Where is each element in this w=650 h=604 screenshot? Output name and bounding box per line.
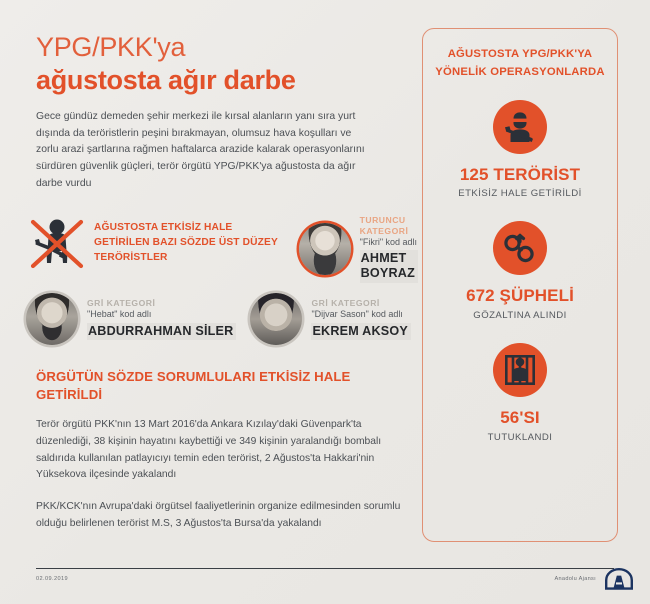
statistics-panel xyxy=(422,28,618,542)
footer-date: 02.09.2019 xyxy=(36,576,68,582)
portrait-photo xyxy=(26,293,78,345)
person-card-abdurrahman-siler xyxy=(26,293,236,345)
stat-caption: TUTUKLANDI xyxy=(487,431,553,443)
stat-number: 125 TERÖRİST xyxy=(459,164,581,184)
wanted-section-heading: AĞUSTOSTA ETKİSİZ HALE GETİRİLEN BAZI SÖZDE ÜST DÜZEY TERÖRİSTLER xyxy=(94,222,278,263)
code-name-label: "Hebat" kod adlı xyxy=(87,309,152,320)
wanted-row-top xyxy=(26,215,418,283)
code-name-label: "Dijvar Sason" kod adlı xyxy=(311,309,403,320)
stat-item-arrested xyxy=(423,343,617,443)
stat-caption: GÖZALTINA ALINDI xyxy=(473,310,567,322)
person-card-text xyxy=(360,215,418,283)
footer-agency-name: Anadolu Ajansı xyxy=(554,576,596,582)
avatar-ekrem-aksoy xyxy=(250,293,302,345)
person-card-ekrem-aksoy xyxy=(250,293,411,345)
portrait-photo xyxy=(250,293,302,345)
wanted-terrorists-section xyxy=(26,215,418,345)
avatar-ahmet-boyraz xyxy=(299,223,351,275)
person-name: AHMET BOYRAZ xyxy=(360,250,418,283)
statistics-panel-heading: AĞUSTOSTA YPG/PKK'YA YÖNELİK OPERASYONLARDA xyxy=(435,48,605,78)
portrait-photo xyxy=(299,223,351,275)
header-block xyxy=(36,32,406,193)
page-title-line-2: ağustosta ağır darbe xyxy=(36,64,296,95)
bottom-paragraph-1: Terör örgütü PKK'nın 13 Mart 2016'da Ankara Kızılay'daki Güvenpark'ta düzenlediği, 38 kişinin hayatını kaybettiği ve 349 kişinin yaralandığı bombalı saldırıda kullanılan patlayıcıyı temin eden terörist, 2 Ağustos'ta Hakkari'nin Yüksekova ilçesinde yakalandı xyxy=(36,419,382,481)
person-name: EKREM AKSOY xyxy=(311,323,411,341)
handcuffs-icon xyxy=(493,221,547,275)
bottom-text-section xyxy=(36,368,404,533)
masked-terrorist-icon xyxy=(493,100,547,154)
category-label: GRİ KATEGORİ xyxy=(87,297,156,308)
category-label: TURUNCU KATEGORİ xyxy=(359,215,409,236)
stat-number: 672 ŞÜPHELİ xyxy=(466,286,574,306)
person-card-text xyxy=(87,298,236,341)
footer-divider xyxy=(36,568,614,569)
stat-item-terrorists xyxy=(423,100,617,200)
bottom-section-heading: ÖRGÜTÜN SÖZDE SORUMLULARI ETKİSİZ HALE GETİRİLDİ xyxy=(36,369,351,402)
category-label: GRİ KATEGORİ xyxy=(311,297,380,308)
page-title-line-1: YPG/PKK'ya xyxy=(36,32,186,62)
avatar-abdurrahman-siler xyxy=(26,293,78,345)
person-card-text xyxy=(311,298,411,341)
prisoner-behind-bars-icon xyxy=(493,343,547,397)
intro-paragraph: Gece gündüz demeden şehir merkezi ile kırsal alanların yanı sıra yurt dışında da teröristlerin peşini bırakmayan, olumsuz hava koşulları ve zorlu arazi şartlarına rağmen haftalarca arazide kalarak operasyonlarını sürdüren güvenlik güçleri, terör örgütü YPG/PKK'ya ağustosta da ağır darbe vurdu xyxy=(36,110,365,190)
bottom-paragraph-2: PKK/KCK'nın Avrupa'daki örgütsel faaliyetlerinin organize edilmesinden sorumlu olduğu belirlenen terörist M.S, 3 Ağustos'ta Bursa'da yakalandı xyxy=(36,501,401,529)
anadolu-ajansi-logo xyxy=(604,568,634,590)
person-card-ahmet-boyraz xyxy=(299,215,418,283)
wanted-row-bottom xyxy=(26,293,418,345)
stat-number: 56'SI xyxy=(500,408,540,428)
stat-item-suspects xyxy=(423,221,617,321)
stat-caption: ETKİSİZ HALE GETİRİLDİ xyxy=(458,188,582,200)
crossed-out-terrorist-icon xyxy=(26,213,88,275)
code-name-label: "Fikri" kod adlı xyxy=(359,237,418,248)
person-name: ABDURRAHMAN SİLER xyxy=(87,323,236,341)
